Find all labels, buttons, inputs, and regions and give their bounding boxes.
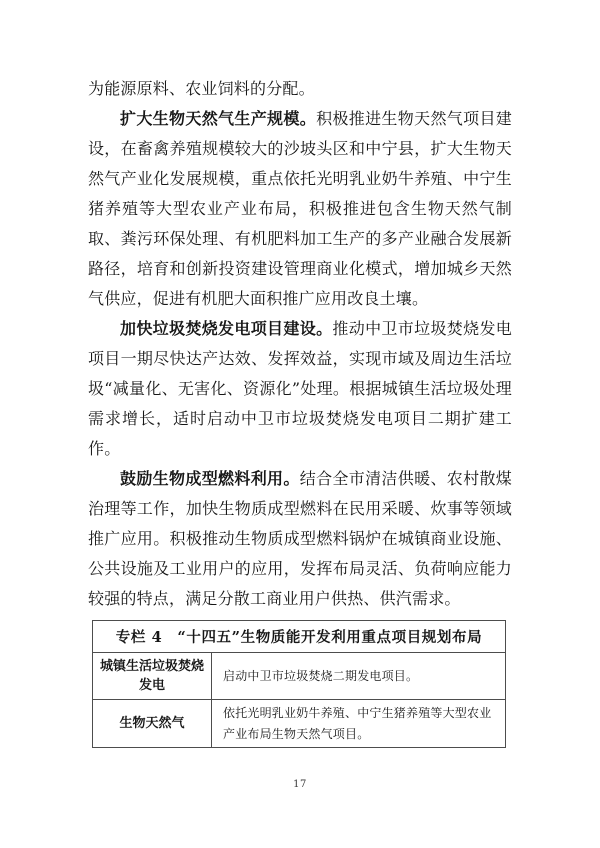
table-label-cell <box>93 700 212 747</box>
text-run: 圾“减量化、无害化、资源化”处理。根据城镇生活垃圾处理 <box>88 379 512 398</box>
paragraph-line <box>88 284 512 314</box>
text-run: 治理等工作，加快生物质成型燃料在民用采暖、炊事等领域 <box>88 499 512 518</box>
text-run: 路径，培育和创新投资建设管理商业化模式，增加城乡天然 <box>88 259 512 278</box>
table-row <box>93 653 505 700</box>
paragraph-line <box>88 434 512 464</box>
text-run: 作。 <box>88 439 121 458</box>
panel-table-title: 专栏 4 “十四五”生物质能开发利用重点项目规划布局 <box>93 621 505 653</box>
page-number: 17 <box>293 779 307 790</box>
table-desc-text: 启动中卫市垃圾焚烧二期发电项目。 <box>223 668 419 683</box>
paragraph-line <box>88 164 512 194</box>
paragraph-line <box>88 464 512 494</box>
text-run: 取、粪污环保处理、有机肥料加工生产的多产业融合发展新 <box>88 229 512 248</box>
paragraph-line <box>88 584 512 614</box>
paragraph-line <box>88 254 512 284</box>
bold-run: 鼓励生物成型燃料利用。 <box>120 469 300 488</box>
paragraph-line <box>88 134 512 164</box>
table-desc-text: 依托光明乳业奶牛养殖、中宁生猪养殖等大型农业产业布局生物天然气项目。 <box>223 705 492 741</box>
paragraph-line <box>88 314 512 344</box>
text-run: 设，在畜禽养殖规模较大的沙坡头区和中宁县，扩大生物天 <box>88 139 512 158</box>
bold-run: 加快垃圾焚烧发电项目建设。 <box>120 319 333 338</box>
text-run: 较强的特点，满足分散工商业用户供热、供汽需求。 <box>88 589 461 608</box>
text-run: 推广应用。积极推动生物质成型燃料锅炉在城镇商业设施、 <box>88 529 512 548</box>
text-run: 需求增长，适时启动中卫市垃圾焚烧发电项目二期扩建工 <box>88 409 512 428</box>
text-run: 猪养殖等大型农业产业布局，积极推进包含生物天然气制 <box>88 199 512 218</box>
paragraph-line <box>88 494 512 524</box>
text-run: 为能源原料、农业饲料的分配。 <box>88 79 315 98</box>
text-run: 然气产业化发展规模，重点依托光明乳业奶牛养殖、中宁生 <box>88 169 512 188</box>
text-run: 项目一期尽快达产达效、发挥效益，实现市域及周边生活垃 <box>88 349 512 368</box>
paragraph-line <box>88 194 512 224</box>
table-label-cell <box>93 653 212 699</box>
table-desc-cell <box>212 653 505 699</box>
paragraph-line <box>88 344 512 374</box>
paragraph-line <box>88 104 512 134</box>
text-run: 公共设施及工业用户的应用，发挥布局灵活、负荷响应能力 <box>88 559 512 578</box>
paragraph-line <box>88 554 512 584</box>
body-text <box>88 74 512 614</box>
table-label-text: 城镇生活垃圾焚烧发电 <box>99 659 204 693</box>
bold-run: 扩大生物天然气生产规模。 <box>120 109 317 128</box>
paragraph-line <box>88 224 512 254</box>
paragraph-line <box>88 404 512 434</box>
table-label-text: 生物天然气 <box>119 716 185 731</box>
paragraph-line <box>88 374 512 404</box>
text-run: 积极推进生物天然气项目建 <box>316 109 512 128</box>
text-run: 结合全市清洁供暖、农村散煤 <box>299 469 512 488</box>
paragraph-line <box>88 74 512 104</box>
table-row <box>93 700 505 747</box>
paragraph-line <box>88 524 512 554</box>
text-run: 推动中卫市垃圾焚烧发电 <box>332 319 512 338</box>
panel-table <box>92 620 506 748</box>
text-run: 气供应，促进有机肥大面积推广应用改良土壤。 <box>88 289 429 308</box>
table-desc-cell <box>212 700 505 747</box>
